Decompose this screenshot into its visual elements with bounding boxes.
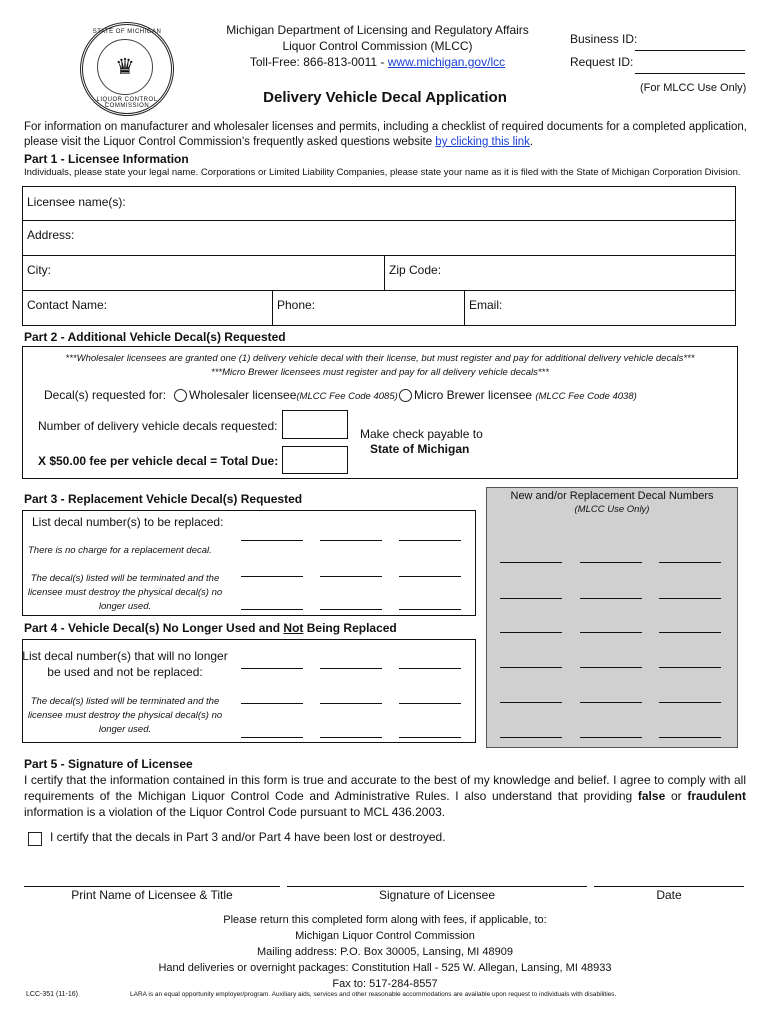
mlcc-decal-field bbox=[580, 562, 642, 563]
mlcc-decal-field bbox=[659, 632, 721, 633]
city-field[interactable] bbox=[22, 255, 385, 291]
mlcc-decal-field bbox=[580, 702, 642, 703]
form-code: LCC-351 (11-16) bbox=[26, 991, 79, 998]
total-due-input[interactable] bbox=[282, 446, 348, 474]
commission-name: Liquor Control Commission (MLCC) bbox=[282, 39, 473, 53]
intro-end: . bbox=[529, 136, 534, 148]
mlcc-decal-field bbox=[500, 562, 562, 563]
lost-destroyed-label: I certify that the decals in Part 3 and/or Part 4 have been lost or destroyed. bbox=[50, 830, 446, 844]
part3-decal-field[interactable] bbox=[320, 609, 382, 610]
business-id-label: Business ID: bbox=[570, 32, 638, 46]
date-label: Date bbox=[656, 888, 682, 902]
intro-text bbox=[24, 120, 754, 150]
contact-name-field[interactable] bbox=[22, 290, 273, 326]
part5-false: false bbox=[637, 789, 666, 803]
mlcc-decal-field bbox=[659, 598, 721, 599]
part3-decal-field[interactable] bbox=[320, 576, 382, 577]
mlcc-decal-field bbox=[659, 702, 721, 703]
part5-fraudulent: fraudulent bbox=[687, 789, 747, 803]
phone-label: Phone: bbox=[277, 298, 316, 312]
date-field[interactable] bbox=[594, 886, 744, 887]
seal-top-text: STATE OF MICHIGAN bbox=[92, 29, 162, 35]
micro-brewer-label: Micro Brewer licensee bbox=[414, 388, 533, 402]
part4-decal-field[interactable] bbox=[399, 668, 461, 669]
part1-note: Individuals, please state your legal name. Corporations or Limited Liability Companies, please state your name as it is filed with the State of Michigan Corporation Division. bbox=[24, 167, 741, 178]
decals-requested-label: Decal(s) requested for: bbox=[44, 388, 167, 402]
seal-bottom-text: LIQUOR CONTROL COMMISSION bbox=[96, 97, 158, 109]
mlcc-decal-field bbox=[580, 737, 642, 738]
part4-heading-post: Being Replaced bbox=[303, 621, 397, 635]
part3-no-charge: There is no charge for a replacement decal. bbox=[28, 545, 212, 556]
wholesaler-radio[interactable] bbox=[174, 389, 187, 402]
fee-total-label: X $50.00 fee per vehicle decal = Total Due: bbox=[38, 454, 279, 468]
part5-or: or bbox=[665, 789, 688, 803]
part1-heading: Part 1 - Licensee Information bbox=[24, 152, 189, 166]
department-name: Michigan Department of Licensing and Regulatory Affairs bbox=[226, 23, 529, 37]
signature-label: Signature of Licensee bbox=[378, 888, 496, 902]
part4-decal-field[interactable] bbox=[399, 703, 461, 704]
mlcc-decal-field bbox=[659, 737, 721, 738]
contact-line bbox=[200, 54, 555, 70]
part2-note-wholesaler: ***Wholesaler licensees are granted one (1) delivery vehicle decal with their license, but must register and pay for additional delivery vehicle decals*** bbox=[65, 353, 695, 364]
print-name-field[interactable] bbox=[24, 886, 280, 887]
mlcc-decal-field bbox=[659, 667, 721, 668]
micro-brewer-radio[interactable] bbox=[399, 389, 412, 402]
part3-decal-field[interactable] bbox=[241, 609, 303, 610]
signature-field[interactable] bbox=[287, 886, 587, 887]
print-name-label: Print Name of Licensee & Title bbox=[71, 888, 233, 902]
part3-terminated-note: The decal(s) listed will be terminated and the licensee must destroy the physical decal(s) no longer used. bbox=[27, 573, 223, 612]
state-seal bbox=[80, 22, 174, 116]
request-id-field[interactable] bbox=[635, 73, 745, 74]
part4-decal-field[interactable] bbox=[320, 737, 382, 738]
website-link[interactable]: www.michigan.gov/lcc bbox=[387, 55, 506, 69]
zip-label: Zip Code: bbox=[389, 263, 442, 277]
part4-terminated-note: The decal(s) listed will be terminated and the licensee must destroy the physical decal(s) no longer used. bbox=[27, 696, 223, 735]
mlcc-decal-numbers-box bbox=[486, 487, 738, 748]
mlcc-decal-field bbox=[500, 667, 562, 668]
city-label: City: bbox=[27, 263, 51, 277]
licensee-name-label: Licensee name(s): bbox=[27, 195, 126, 209]
micro-brewer-option[interactable] bbox=[399, 388, 637, 402]
number-decals-label: Number of delivery vehicle decals requested: bbox=[38, 419, 278, 433]
mlcc-decal-field bbox=[580, 632, 642, 633]
part3-decal-field[interactable] bbox=[399, 576, 461, 577]
mlcc-decal-field bbox=[500, 632, 562, 633]
part4-decal-field[interactable] bbox=[399, 737, 461, 738]
part4-decal-field[interactable] bbox=[320, 668, 382, 669]
mlcc-decal-field bbox=[659, 562, 721, 563]
email-label: Email: bbox=[469, 298, 503, 312]
address-label: Address: bbox=[27, 228, 75, 242]
part3-heading: Part 3 - Replacement Vehicle Decal(s) Requested bbox=[24, 492, 303, 506]
request-id-label: Request ID: bbox=[570, 55, 634, 69]
part5-text-post: information is a violation of the Liquor Control Code pursuant to MCL 436.2003. bbox=[24, 805, 446, 819]
mlcc-decal-field bbox=[500, 737, 562, 738]
business-id-field[interactable] bbox=[635, 50, 745, 51]
licensee-name-field[interactable] bbox=[22, 186, 736, 221]
part5-certification-text bbox=[24, 772, 746, 820]
mlcc-decal-field bbox=[580, 598, 642, 599]
micro-brewer-fee-code: (MLCC Fee Code 4038) bbox=[535, 391, 637, 402]
part3-decal-field[interactable] bbox=[241, 576, 303, 577]
form-title: Delivery Vehicle Decal Application bbox=[263, 89, 507, 106]
seal-emblem-icon: ♛ bbox=[97, 39, 153, 95]
tollfree: Toll-Free: 866-813-0011 - bbox=[249, 55, 388, 69]
intro-body: For information on manufacturer and wholesaler licenses and permits, including a checklist of required documents for a completed application, please visit the Liquor Control Commission's frequently asked questions website bbox=[24, 121, 747, 148]
part5-text-pre: I certify that the information contained in this form is true and accurate to the best of my knowledge and belief. I agree to comply with all requirements of the Michigan Liquor Control Code and Administrative Rules. I also understand that providing bbox=[24, 773, 746, 803]
part3-decal-field[interactable] bbox=[399, 540, 461, 541]
part2-heading: Part 2 - Additional Vehicle Decal(s) Requested bbox=[24, 330, 286, 344]
part4-decal-field[interactable] bbox=[320, 703, 382, 704]
wholesaler-fee-code: (MLCC Fee Code 4085) bbox=[296, 391, 398, 402]
zip-field[interactable] bbox=[384, 255, 736, 291]
part4-list-label: List decal number(s) that will no longer be used and not be replaced: bbox=[22, 649, 228, 679]
part4-decal-field[interactable] bbox=[241, 737, 303, 738]
part5-heading: Part 5 - Signature of Licensee bbox=[24, 757, 193, 771]
email-field[interactable] bbox=[464, 290, 736, 326]
part2-note-micro: ***Micro Brewer licensees must register and pay for all delivery vehicle decals*** bbox=[211, 367, 549, 378]
return-line-2: Michigan Liquor Control Commission bbox=[295, 930, 475, 942]
hand-delivery-address: Hand deliveries or overnight packages: Constitution Hall - 525 W. Allegan, Lansing, MI 48933 bbox=[158, 962, 612, 974]
header-block bbox=[200, 22, 555, 70]
mlcc-decal-field bbox=[500, 598, 562, 599]
wholesaler-label: Wholesaler licensee bbox=[189, 388, 297, 402]
mlcc-box-subtitle: (MLCC Use Only) bbox=[574, 504, 650, 515]
contact-name-label: Contact Name: bbox=[27, 298, 108, 312]
mlcc-use-note: (For MLCC Use Only) bbox=[640, 82, 747, 94]
payee-name: State of Michigan bbox=[370, 442, 470, 456]
mlcc-decal-field bbox=[500, 702, 562, 703]
part4-heading-pre: Part 4 - Vehicle Decal(s) No Longer Used and bbox=[24, 621, 284, 635]
part4-decal-field[interactable] bbox=[241, 703, 303, 704]
fax-number: Fax to: 517-284-8557 bbox=[332, 978, 438, 990]
wholesaler-option[interactable] bbox=[174, 388, 398, 402]
phone-field[interactable] bbox=[272, 290, 465, 326]
mailing-address: Mailing address: P.O. Box 30005, Lansing, MI 48909 bbox=[256, 946, 513, 958]
number-decals-input[interactable] bbox=[282, 410, 348, 439]
lost-destroyed-checkbox[interactable] bbox=[28, 832, 42, 846]
part4-heading bbox=[24, 621, 397, 635]
return-instructions bbox=[0, 912, 770, 992]
mlcc-box-title: New and/or Replacement Decal Numbers bbox=[510, 490, 714, 502]
mlcc-decal-field bbox=[580, 667, 642, 668]
part4-decal-field[interactable] bbox=[241, 668, 303, 669]
part3-decal-field[interactable] bbox=[320, 540, 382, 541]
part3-decal-field[interactable] bbox=[241, 540, 303, 541]
return-line-1: Please return this completed form along with fees, if applicable, to: bbox=[223, 914, 547, 926]
payable-label: Make check payable to bbox=[360, 427, 483, 441]
part3-decal-field[interactable] bbox=[399, 609, 461, 610]
address-field[interactable] bbox=[22, 220, 736, 256]
faq-link[interactable]: by clicking this link bbox=[435, 136, 530, 148]
part4-heading-not: Not bbox=[283, 621, 304, 635]
part3-list-label: List decal number(s) to be replaced: bbox=[32, 515, 224, 529]
eeo-statement: LARA is an equal opportunity employer/program. Auxiliary aids, services and other reasonable accommodations are available upon request to individuals with disabilities. bbox=[130, 991, 617, 998]
